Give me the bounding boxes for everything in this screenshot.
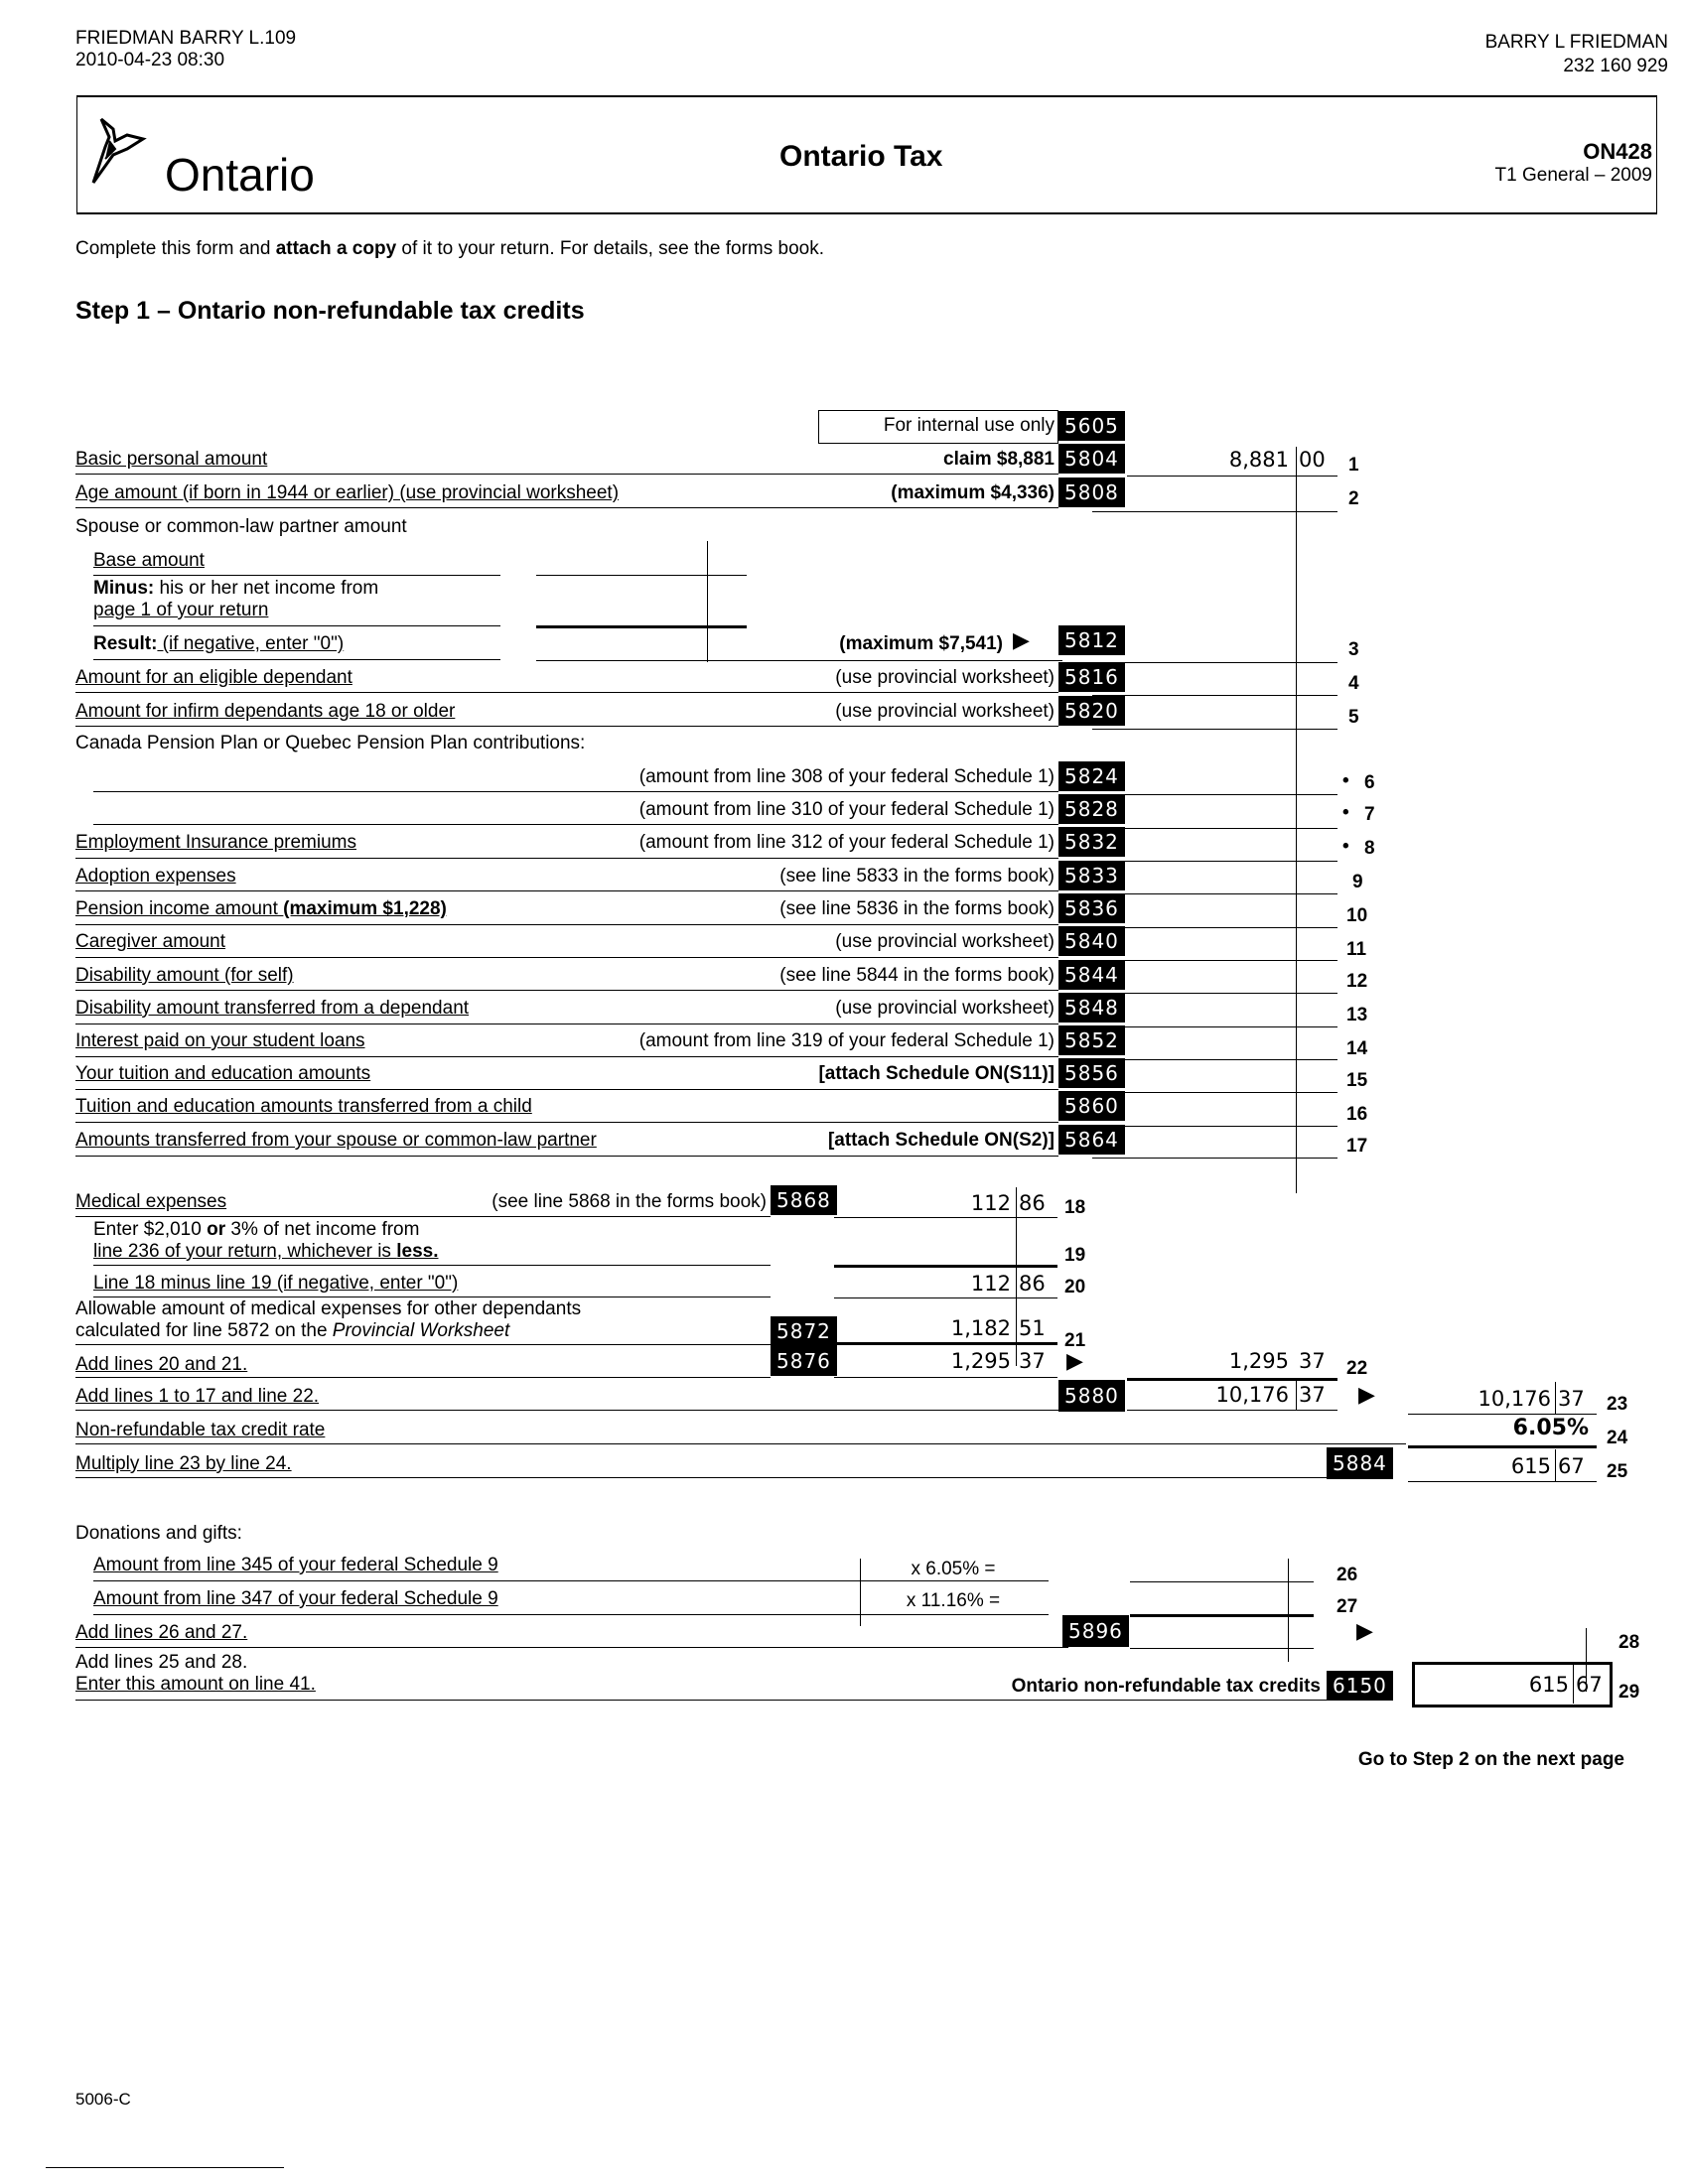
rule — [75, 1056, 1058, 1057]
rule — [93, 791, 1058, 792]
line-number: 9 — [1352, 872, 1363, 892]
line20-cents-field[interactable]: 86 — [1019, 1272, 1046, 1296]
rule — [1092, 794, 1337, 795]
bullet-icon: • — [1342, 770, 1349, 791]
result-text: (if negative, enter "0") — [157, 633, 345, 654]
arrow-right-icon: ▶ — [1066, 1348, 1083, 1373]
rule — [75, 692, 1058, 693]
line17-amount-field[interactable] — [1127, 1128, 1291, 1156]
rule — [75, 1700, 1327, 1701]
line20-label: Line 18 minus line 19 (if negative, enter "0") — [93, 1273, 459, 1294]
line-number: 25 — [1607, 1461, 1628, 1482]
line11-label: Caregiver amount — [75, 931, 226, 952]
cents-divider — [707, 541, 708, 662]
intro-text — [75, 238, 824, 260]
rule — [1130, 1614, 1314, 1617]
intro-post: of it to your return. For details, see the forms book. — [396, 238, 824, 259]
rule — [75, 1089, 1058, 1090]
bullet-icon: • — [1342, 836, 1349, 857]
line-number: 20 — [1064, 1277, 1086, 1297]
rule — [1092, 695, 1337, 696]
line4-note: (use provincial worksheet) — [835, 667, 1055, 688]
form-code: ON428 — [1583, 139, 1652, 164]
rule — [834, 1217, 1057, 1218]
line18-label: Medical expenses — [75, 1191, 227, 1212]
rule — [93, 659, 500, 660]
line28-label: Add lines 26 and 27. — [75, 1622, 248, 1643]
line9-amount-field[interactable] — [1127, 864, 1291, 891]
code-5856: 5856 — [1058, 1058, 1125, 1088]
line22-label: Add lines 20 and 21. — [75, 1354, 248, 1375]
trillium-logo-icon — [87, 111, 147, 191]
line22-out-cents-field[interactable]: 37 — [1299, 1349, 1326, 1373]
line-number: 2 — [1348, 488, 1359, 509]
rule — [536, 625, 747, 628]
line22-dollars-field[interactable]: 1,295 — [950, 1349, 1011, 1373]
bullet-icon: • — [1342, 802, 1349, 823]
line13-label: Disability amount transferred from a dependant — [75, 998, 470, 1019]
rule — [93, 1614, 1049, 1615]
rule — [1092, 1126, 1337, 1127]
line26-rate: x 6.05% = — [911, 1559, 996, 1579]
code-5824: 5824 — [1058, 761, 1125, 791]
rule — [1092, 729, 1337, 730]
rule — [75, 1156, 1058, 1157]
line13-note: (use provincial worksheet) — [835, 998, 1055, 1019]
line14-label: Interest paid on your student loans — [75, 1030, 365, 1051]
code-5832: 5832 — [1058, 827, 1125, 857]
line3-note: (maximum $7,541) — [839, 633, 1003, 654]
line26-amount-field[interactable] — [1130, 1555, 1287, 1580]
code-5844: 5844 — [1058, 960, 1125, 990]
spouse-base-field[interactable] — [536, 546, 705, 574]
line1-note: claim $8,881 — [943, 449, 1055, 470]
rule — [1092, 1059, 1337, 1060]
line25-cents-field[interactable]: 67 — [1558, 1454, 1585, 1478]
rule — [536, 660, 1062, 661]
donations-heading: Donations and gifts: — [75, 1523, 242, 1544]
line16-amount-field[interactable] — [1127, 1096, 1291, 1124]
line15-note: [attach Schedule ON(S11)] — [818, 1063, 1055, 1084]
line-number: 5 — [1348, 707, 1359, 728]
cents-divider — [1016, 1187, 1017, 1366]
header-taxpayer-name: BARRY L FRIEDMAN — [1484, 32, 1668, 53]
line25-label: Multiply line 23 by line 24. — [75, 1453, 292, 1474]
line5-amount-field[interactable] — [1127, 699, 1291, 727]
cents-divider — [1573, 1664, 1574, 1704]
line20-dollars-field[interactable]: 112 — [970, 1272, 1011, 1296]
line-number: 11 — [1346, 939, 1367, 960]
line1-cents-field[interactable]: 00 — [1299, 448, 1326, 472]
code-5864: 5864 — [1058, 1125, 1125, 1155]
line-number: 6 — [1364, 772, 1375, 793]
line18-cents-field[interactable]: 86 — [1019, 1191, 1046, 1215]
cents-divider — [1288, 1559, 1289, 1662]
line27-rate: x 11.16% = — [906, 1590, 1001, 1611]
line22-cents-field[interactable]: 37 — [1019, 1349, 1046, 1373]
cents-divider — [1555, 1449, 1556, 1481]
spouse-heading: Spouse or common-law partner amount — [75, 516, 407, 537]
divider — [860, 1559, 861, 1626]
line17-label: Amounts transferred from your spouse or common-law partner — [75, 1130, 597, 1151]
line3-amount-field[interactable] — [1127, 632, 1291, 660]
rule — [75, 890, 1058, 891]
rule — [93, 625, 500, 626]
code-5812: 5812 — [1058, 625, 1125, 655]
cpp-heading: Canada Pension Plan or Quebec Pension Plan contributions: — [75, 733, 586, 753]
line9-label: Adoption expenses — [75, 866, 236, 887]
rule — [75, 1477, 1327, 1478]
line-number: 29 — [1618, 1682, 1640, 1703]
rule — [1092, 1092, 1337, 1093]
rule — [834, 1297, 1057, 1298]
line23-out-cents-field[interactable]: 37 — [1558, 1387, 1585, 1411]
line5-label: Amount for infirm dependants age 18 or older — [75, 701, 456, 722]
line19-label2 — [93, 1241, 438, 1263]
rule — [1127, 1410, 1337, 1411]
line22-out-dollars-field[interactable]: 1,295 — [1228, 1349, 1289, 1373]
line-number: 1 — [1348, 455, 1359, 476]
line29-dollars-field[interactable]: 615 — [1528, 1673, 1569, 1697]
line5-note: (use provincial worksheet) — [835, 701, 1055, 722]
bottom-rule — [46, 2167, 284, 2168]
rule — [1127, 476, 1337, 477]
code-5833: 5833 — [1058, 861, 1125, 890]
line26-input-field[interactable] — [695, 1555, 856, 1580]
code-5808: 5808 — [1058, 478, 1125, 507]
line7-amount-field[interactable] — [1127, 798, 1291, 826]
line18-dollars-field[interactable]: 112 — [970, 1191, 1011, 1215]
rule — [75, 1122, 1058, 1123]
rule — [1092, 1026, 1337, 1027]
line21-label2 — [75, 1320, 509, 1342]
line27-amount-field[interactable] — [1130, 1586, 1287, 1612]
rule — [93, 1265, 771, 1266]
line-number: 21 — [1064, 1330, 1086, 1351]
rule — [75, 990, 1058, 991]
l21-2a: calculated for line 5872 on the — [75, 1320, 333, 1341]
code-5820: 5820 — [1058, 696, 1125, 726]
line25-dollars-field[interactable]: 615 — [1510, 1454, 1551, 1478]
line-number: 19 — [1064, 1245, 1086, 1266]
line6-note: (amount from line 308 of your federal Schedule 1) — [638, 766, 1055, 787]
result-bold: Result: — [93, 633, 158, 654]
line-number: 3 — [1348, 639, 1359, 660]
l19-or: or — [207, 1219, 226, 1240]
rule — [75, 1216, 771, 1217]
line4-label: Amount for an eligible dependant — [75, 667, 352, 688]
next-step-instruction: Go to Step 2 on the next page — [1357, 1749, 1624, 1770]
line10-text: Pension income amount — [75, 898, 284, 919]
line9-note: (see line 5833 in the forms book) — [779, 866, 1055, 887]
rule — [75, 1647, 1068, 1648]
code-5816: 5816 — [1058, 662, 1125, 692]
rule — [1092, 993, 1337, 994]
line-number: 26 — [1336, 1565, 1358, 1585]
line19-amount-field[interactable] — [834, 1235, 1013, 1263]
line27-input-field[interactable] — [695, 1588, 856, 1614]
arrow-right-icon: ▶ — [1356, 1618, 1373, 1643]
cents-divider — [1296, 447, 1297, 1193]
line-number: 27 — [1336, 1596, 1358, 1617]
rule — [1092, 861, 1337, 862]
code-5880: 5880 — [1058, 1380, 1125, 1412]
line10-note: (see line 5836 in the forms book) — [779, 898, 1055, 919]
l19-c: 3% of net income from — [225, 1219, 420, 1240]
code-5868: 5868 — [771, 1185, 837, 1215]
code-5804: 5804 — [1058, 444, 1125, 474]
l21-worksheet: Provincial Worksheet — [332, 1320, 510, 1341]
line1-label: Basic personal amount — [75, 449, 268, 470]
rule — [536, 575, 747, 576]
header-sin: 232 160 929 — [1563, 56, 1668, 76]
minus-text: his or her net income from — [154, 578, 379, 599]
line18-note: (see line 5868 in the forms book) — [492, 1191, 767, 1212]
line29-cents-field[interactable]: 67 — [1576, 1673, 1603, 1697]
rule — [1092, 1158, 1337, 1159]
line21-dollars-field[interactable]: 1,182 — [950, 1316, 1011, 1340]
rule — [1408, 1414, 1597, 1415]
line2-note: (maximum $4,336) — [891, 482, 1055, 503]
cents-divider — [1296, 1380, 1297, 1410]
intro-pre: Complete this form and — [75, 238, 276, 259]
line10-max: (maximum $1,228) — [283, 898, 447, 919]
rule — [1092, 927, 1337, 928]
line14-note: (amount from line 319 of your federal Schedule 1) — [638, 1030, 1055, 1051]
code-5836: 5836 — [1058, 893, 1125, 923]
rule — [93, 575, 500, 576]
rule — [75, 474, 1058, 475]
line29-label2: Enter this amount on line 41. — [75, 1674, 316, 1695]
line29-note: Ontario non-refundable tax credits — [1011, 1676, 1321, 1697]
code-5852: 5852 — [1058, 1025, 1125, 1055]
code-5605: 5605 — [1058, 411, 1125, 441]
code-5828: 5828 — [1058, 794, 1125, 824]
rule — [1408, 1445, 1597, 1448]
line8-label: Employment Insurance premiums — [75, 832, 356, 853]
line26-label: Amount from line 345 of your federal Schedule 9 — [93, 1555, 498, 1575]
line12-note: (see line 5844 in the forms book) — [779, 965, 1055, 986]
line15-label: Your tuition and education amounts — [75, 1063, 371, 1084]
line28-amount-field[interactable] — [1130, 1618, 1287, 1646]
rule — [75, 507, 1058, 508]
form-number: 5006-C — [75, 2090, 131, 2109]
page-title: Ontario Tax — [779, 140, 943, 173]
line10-amount-field[interactable] — [1127, 897, 1291, 925]
rule — [75, 1443, 1406, 1444]
rule — [834, 1342, 1057, 1345]
rule — [75, 726, 1058, 727]
l19-less: less. — [396, 1241, 439, 1262]
line-number: 8 — [1364, 838, 1375, 859]
line-number: 22 — [1346, 1358, 1368, 1379]
code-5848: 5848 — [1058, 993, 1125, 1023]
rule — [1092, 828, 1337, 829]
arrow-right-icon: ▶ — [1013, 627, 1030, 652]
code-5896: 5896 — [1062, 1615, 1129, 1647]
line17-note: [attach Schedule ON(S2)] — [827, 1130, 1055, 1151]
line4-amount-field[interactable] — [1127, 665, 1291, 693]
line27-label: Amount from line 347 of your federal Schedule 9 — [93, 1588, 498, 1609]
rule — [834, 1377, 1057, 1378]
line23-cents-field[interactable]: 37 — [1299, 1383, 1326, 1407]
line-number: 23 — [1607, 1394, 1628, 1415]
spouse-minus-label — [93, 578, 378, 600]
rule — [93, 824, 1058, 825]
rule — [75, 1377, 771, 1378]
line15-amount-field[interactable] — [1127, 1062, 1291, 1090]
code-6150: 6150 — [1327, 1671, 1393, 1701]
step1-heading: Step 1 – Ontario non-refundable tax credits — [75, 297, 585, 325]
spouse-minus-label2: page 1 of your return — [93, 600, 269, 620]
cents-divider — [1555, 1382, 1556, 1414]
spouse-result-label — [93, 633, 344, 655]
rule — [1092, 511, 1337, 512]
code-5884: 5884 — [1327, 1447, 1393, 1479]
line11-amount-field[interactable] — [1127, 930, 1291, 958]
line1-dollars-field[interactable]: 8,881 — [1228, 448, 1289, 472]
internal-use-label: For internal use only — [883, 415, 1055, 436]
intro-bold: attach a copy — [275, 238, 397, 259]
form-version: T1 General – 2009 — [1494, 165, 1652, 186]
spouse-result-field[interactable] — [536, 631, 705, 659]
line19-label — [93, 1219, 419, 1241]
rule — [75, 924, 1058, 925]
header-taxpayer-ref: FRIEDMAN BARRY L.109 — [75, 28, 297, 49]
line23-label: Add lines 1 to 17 and line 22. — [75, 1386, 320, 1407]
rule — [75, 1344, 771, 1345]
line-number: 14 — [1346, 1038, 1368, 1059]
rule — [1092, 960, 1337, 961]
minus-bold: Minus: — [93, 578, 155, 599]
arrow-right-icon: ▶ — [1358, 1382, 1375, 1407]
l19-a: Enter $2,010 — [93, 1219, 208, 1240]
line-number: 7 — [1364, 804, 1375, 825]
rule — [834, 1265, 1057, 1268]
line23-dollars-field[interactable]: 10,176 — [1215, 1383, 1289, 1407]
line-number: 10 — [1346, 905, 1368, 926]
line8-note: (amount from line 312 of your federal Schedule 1) — [638, 832, 1055, 853]
line-number: 17 — [1346, 1136, 1368, 1157]
line-number: 12 — [1346, 971, 1368, 992]
line-number: 4 — [1348, 673, 1359, 694]
spouse-base-label: Base amount — [93, 550, 205, 571]
line-number: 13 — [1346, 1005, 1368, 1025]
line24-label: Non-refundable tax credit rate — [75, 1420, 326, 1440]
l19-2a: line 236 of your return, whichever is — [93, 1241, 397, 1262]
rule — [1092, 893, 1337, 894]
line2-amount-field[interactable] — [1127, 481, 1291, 509]
line2-label: Age amount (if born in 1944 or earlier) (use provincial worksheet) — [75, 482, 620, 503]
rule — [75, 858, 1058, 859]
code-5840: 5840 — [1058, 926, 1125, 956]
line8-amount-field[interactable] — [1127, 831, 1291, 859]
rule — [75, 957, 1058, 958]
line14-amount-field[interactable] — [1127, 1029, 1291, 1057]
spouse-income-field[interactable] — [536, 596, 705, 623]
line21-cents-field[interactable]: 51 — [1019, 1316, 1046, 1340]
rule — [93, 1580, 1049, 1581]
line10-label — [75, 898, 447, 920]
line12-label: Disability amount (for self) — [75, 965, 294, 986]
line11-note: (use provincial worksheet) — [835, 931, 1055, 952]
line7-note: (amount from line 310 of your federal Schedule 1) — [638, 799, 1055, 820]
line23-out-dollars-field[interactable]: 10,176 — [1477, 1387, 1551, 1411]
code-5876: 5876 — [771, 1346, 837, 1376]
code-5860: 5860 — [1058, 1091, 1125, 1121]
rule — [1408, 1481, 1597, 1482]
line24-rate-value: 6.05% — [1512, 1416, 1589, 1440]
ontario-wordmark: Ontario — [165, 149, 315, 201]
line21-label: Allowable amount of medical expenses for other dependants — [75, 1298, 582, 1319]
rule — [1130, 1581, 1314, 1582]
rule — [1127, 1378, 1337, 1381]
line-number: 15 — [1346, 1070, 1368, 1091]
line-number: 28 — [1618, 1632, 1640, 1653]
line16-label: Tuition and education amounts transferred from a child — [75, 1096, 532, 1117]
line-number: 24 — [1607, 1428, 1628, 1448]
line12-amount-field[interactable] — [1127, 963, 1291, 991]
line29-label: Add lines 25 and 28. — [75, 1652, 248, 1673]
line6-amount-field[interactable] — [1127, 764, 1291, 792]
rule — [1130, 1648, 1314, 1649]
rule — [1092, 662, 1337, 663]
line-number: 18 — [1064, 1197, 1086, 1218]
line-number: 16 — [1346, 1104, 1368, 1125]
rule — [75, 1410, 1068, 1411]
line13-amount-field[interactable] — [1127, 997, 1291, 1024]
code-5872: 5872 — [771, 1316, 837, 1346]
header-datetime: 2010-04-23 08:30 — [75, 50, 225, 70]
